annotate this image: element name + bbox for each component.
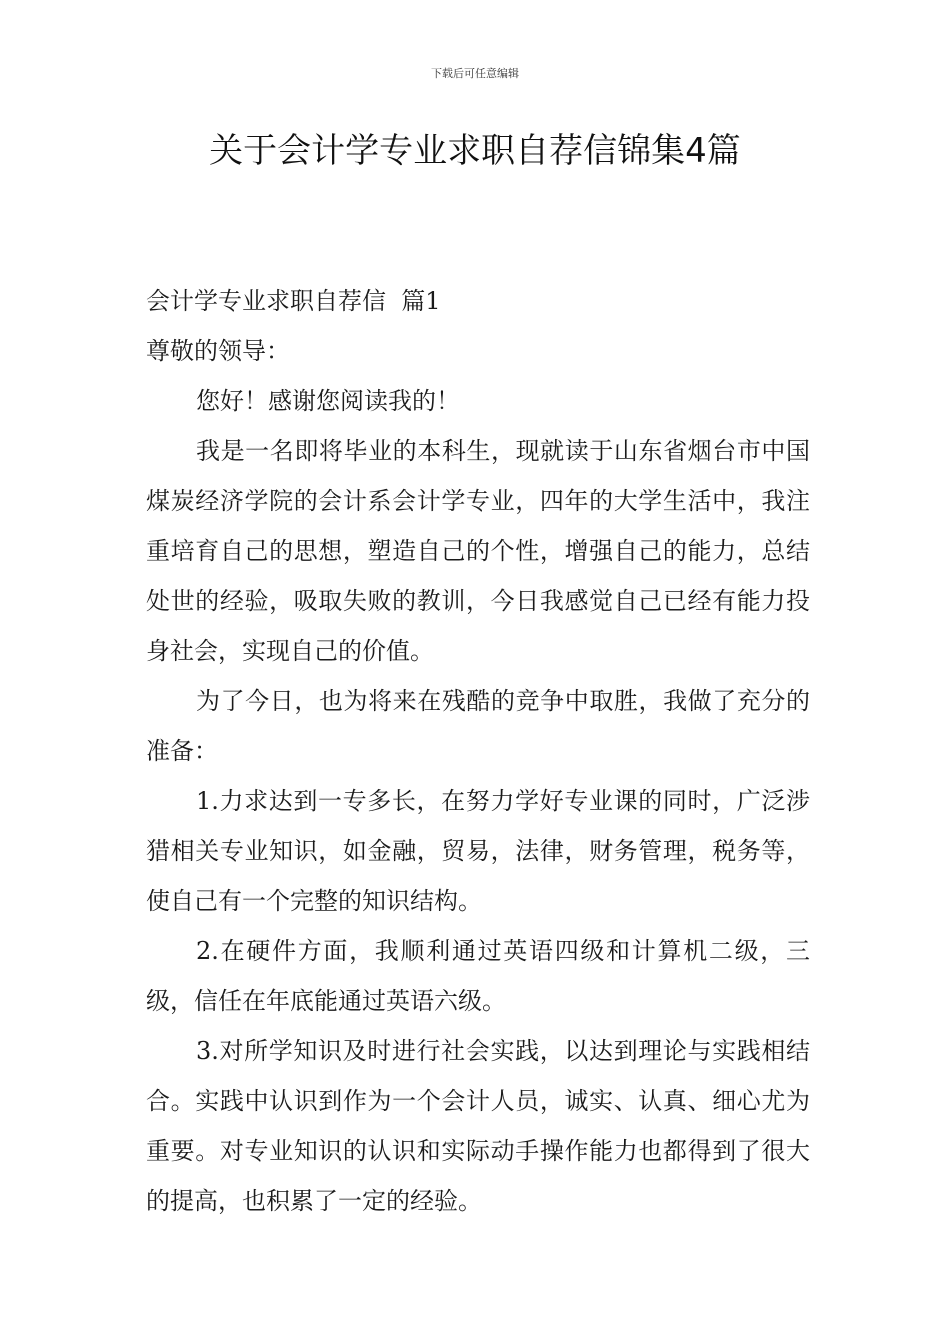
- section-heading: 会计学专业求职自荐信 篇1: [146, 287, 441, 315]
- paragraph-introduction: 我是一名即将毕业的本科生，现就读于山东省烟台市中国煤炭经济学院的会计系会计学专业，四年的大学生活中，我注重培育自己的思想，塑造自己的个性，增强自己的能力，总结处世的经验，吸取失败的教训，今日我感觉自己已经有能力投身社会，实现自己的价值。: [146, 437, 810, 665]
- paragraph-point-3: 3.对所学知识及时进行社会实践，以达到理论与实践相结合。实践中认识到作为一个会计人员，诚实、认真、细心尤为重要。对专业知识的认识和实际动手操作能力也都得到了很大的提高，也积累了一定的经验。: [146, 1037, 810, 1215]
- paragraph-preparation: 为了今日，也为将来在残酷的竞争中取胜，我做了充分的准备：: [146, 687, 810, 765]
- document-title: 关于会计学专业求职自荐信锦集4篇: [209, 131, 741, 171]
- salutation: 尊敬的领导：: [146, 337, 290, 365]
- header-note: 下载后可任意编辑: [431, 67, 519, 80]
- document-body: [146, 276, 810, 1226]
- paragraph-greeting: 您好！感谢您阅读我的！: [196, 387, 460, 415]
- paragraph-point-1: 1.力求达到一专多长，在努力学好专业课的同时，广泛涉猎相关专业知识，如金融，贸易，法律，财务管理，税务等，使自己有一个完整的知识结构。: [146, 787, 810, 915]
- paragraph-point-2: 2.在硬件方面，我顺利通过英语四级和计算机二级，三级，信任在年底能通过英语六级。: [146, 937, 810, 1015]
